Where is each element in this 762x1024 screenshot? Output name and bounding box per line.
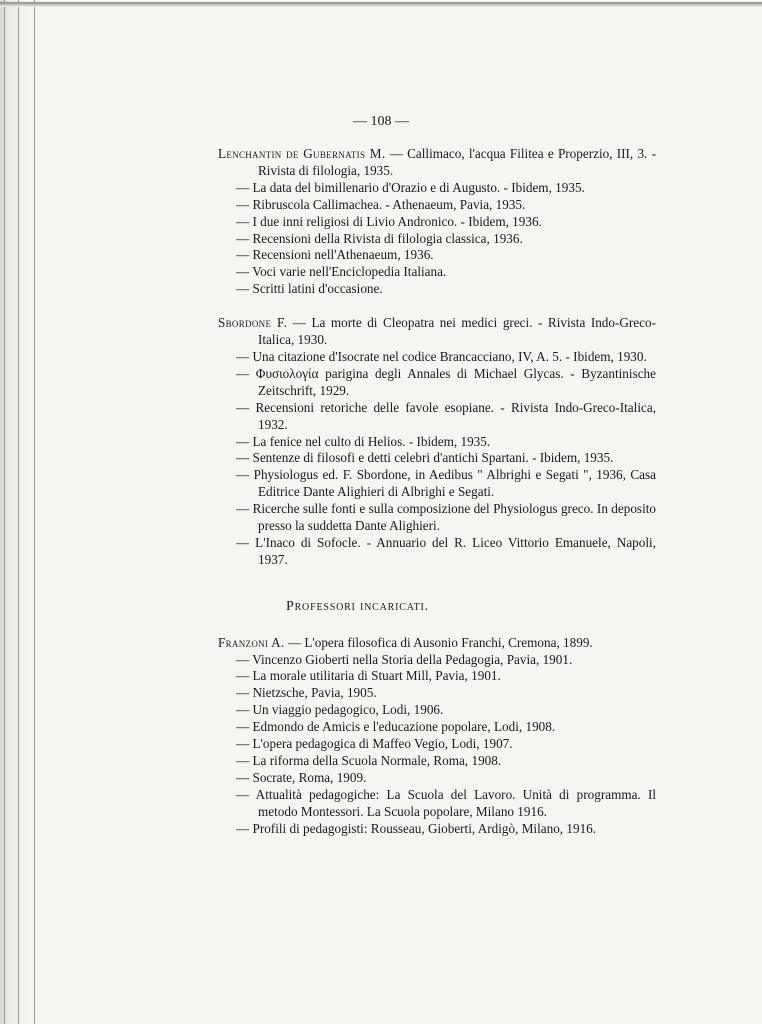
bibliography-entry: — Edmondo de Amicis e l'educazione popolare, Lodi, 1908. <box>236 719 556 735</box>
entry-text: — La morte di Cleopatra nei medici greci. - Rivista Indo-Greco-Italica, 1930. <box>258 315 656 348</box>
page-content <box>218 146 656 855</box>
author-name: Franzoni A. <box>218 634 285 650</box>
bibliography-entry <box>218 315 656 349</box>
bibliography-entry: — Recensioni della Rivista di filologia classica, 1936. <box>236 230 523 246</box>
author-name: Lenchantin de Gubernatis M. <box>218 146 386 161</box>
scan-top-edge <box>0 2 762 7</box>
binding-line <box>18 0 19 1024</box>
bibliography-entry: — Vincenzo Gioberti nella Storia della Pedagogia, Pavia, 1901. <box>236 651 573 667</box>
bibliography-entry: — Φυσιολογία parigina degli Annales di Michael Glycas. - Byzantinische Zeitschrift, 1929. <box>236 365 656 398</box>
bibliography-entry: — Voci varie nell'Enciclopedia Italiana. <box>236 264 447 280</box>
binding-line <box>4 0 5 1024</box>
bibliography-entry: — La data del bimillenario d'Orazio e di Augusto. - Ibidem, 1935. <box>236 179 585 195</box>
bibliography-entry <box>218 146 656 180</box>
bibliography-entry: — Ribruscola Callimachea. - Athenaeum, Pavia, 1935. <box>236 196 526 212</box>
entry-group-franzoni <box>218 635 656 838</box>
bibliography-entry: — L'Inaco di Sofocle. - Annuario del R. Liceo Vittorio Emanuele, Napoli, 1937. <box>236 534 656 567</box>
bibliography-entry: — Recensioni retoriche delle favole esopiane. - Rivista Indo-Greco-Italica, 1932. <box>236 399 656 432</box>
bibliography-entry: — I due inni religiosi di Livio Andronico. - Ibidem, 1936. <box>236 213 542 229</box>
bibliography-entry: — Recensioni nell'Athenaeum, 1936. <box>236 247 434 263</box>
bibliography-entry: — La riforma della Scuola Normale, Roma, 1908. <box>236 753 502 768</box>
bibliography-entry: — L'opera pedagogica di Maffeo Vegio, Lodi, 1907. <box>236 736 513 752</box>
author-name: Sbordone F. <box>218 315 288 331</box>
bibliography-entry: — Scritti latini d'occasione. <box>236 281 383 297</box>
page-number: — 108 — <box>353 114 409 129</box>
section-title: Professori incaricati. <box>286 598 429 614</box>
entry-group-sbordone <box>218 315 656 569</box>
bibliography-entry: — La morale utilitaria di Stuart Mill, Pavia, 1901. <box>236 668 501 684</box>
bibliography-entry: — Sentenze di filosofi e detti celebri d'antichi Spartani. - Ibidem, 1935. <box>236 450 614 466</box>
entry-text: — Callimaco, l'acqua Filitea e Properzio, III, 3. - Rivista di filologia, 1935. <box>258 146 656 178</box>
bibliography-entry: — Nietzsche, Pavia, 1905. <box>236 685 377 701</box>
bibliography-entry: — Attualità pedagogiche: La Scuola del Lavoro. Unità di programma. Il metodo Montessori. La Scuola popolare, Milano 1916. <box>236 786 656 819</box>
scan-binding-edge <box>0 0 46 1024</box>
bibliography-entry: — Ricerche sulle fonti e sulla composizione del Physiologus greco. In deposito presso la suddetta Dante Alighieri. <box>236 501 656 534</box>
entry-text: — L'opera filosofica di Ausonio Franchi, Cremona, 1899. <box>287 634 593 650</box>
bibliography-entry: — Socrate, Roma, 1909. <box>236 769 367 785</box>
entry-group-lenchantin <box>218 146 656 298</box>
binding-line <box>34 0 35 1024</box>
bibliography-entry: — Una citazione d'Isocrate nel codice Brancacciano, IV, A. 5. - Ibidem, 1930. <box>236 348 647 364</box>
bibliography-entry: — Un viaggio pedagogico, Lodi, 1906. <box>236 702 444 718</box>
bibliography-entry: — Profili di pedagogisti: Rousseau, Gioberti, Ardigò, Milano, 1916. <box>236 820 597 836</box>
bibliography-entry: — Physiologus ed. F. Sbordone, in Aedibus " Albrighi e Segati ", 1936, Casa Editrice Dante Alighieri di Albrighi e Segati. <box>236 467 656 500</box>
bibliography-entry <box>218 635 656 652</box>
bibliography-entry: — La fenice nel culto di Helios. - Ibidem, 1935. <box>236 433 491 449</box>
